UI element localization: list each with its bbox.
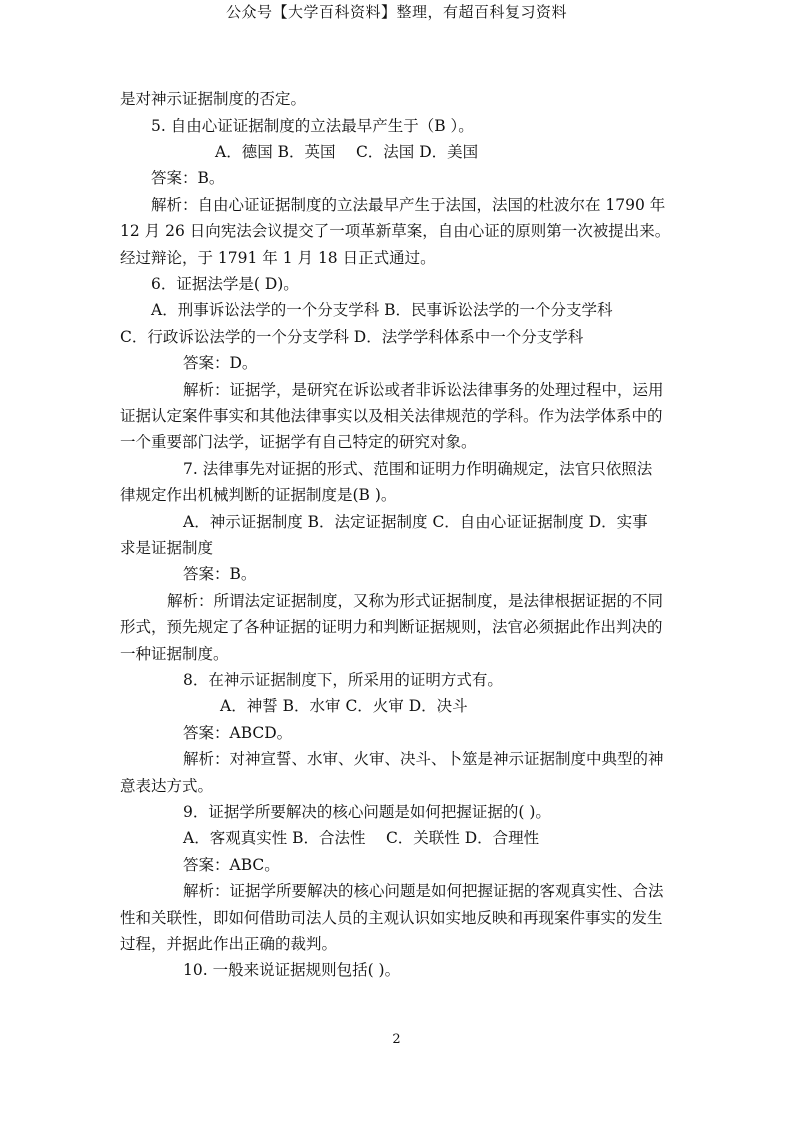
options-8: A．神誓 B．水审 C．火审 D．决斗	[220, 697, 468, 715]
text-line: 12 月 26 日向宪法会议提交了一项革新草案，自由心证的原则第一次被提出来。	[120, 222, 671, 240]
text-line: 意表达方式。	[120, 777, 214, 795]
text-line: 一种证据制度。	[120, 645, 229, 663]
question-10: 10. 一般来说证据规则包括( )。	[183, 961, 401, 979]
question-6: 6．证据法学是( D)。	[151, 275, 299, 293]
question-7: 7. 法律事先对证据的形式、范围和证明力作明确规定，法官只依照法	[183, 460, 653, 478]
text-line: 过程，并据此作出正确的裁判。	[120, 935, 338, 953]
answer-6: 答案：D。	[183, 354, 258, 372]
explanation-5: 解析：自由心证证据制度的立法最早产生于法国，法国的杜波尔在 1790 年	[151, 196, 666, 214]
answer-5: 答案：B。	[151, 169, 225, 187]
text-line: 是对神示证据制度的否定。	[120, 90, 307, 108]
options-6: A．刑事诉讼法学的一个分支学科 B．民事诉讼法学的一个分支学科	[151, 301, 613, 319]
options-9: A．客观真实性 B．合法性 C．关联性 D．合理性	[183, 829, 540, 847]
explanation-6: 解析：证据学，是研究在诉讼或者非诉讼法律事务的处理过程中，运用	[183, 381, 664, 399]
options-5: A．德国 B．英国 C．法国 D．美国	[215, 143, 479, 161]
page-number: 2	[392, 1032, 401, 1047]
text-line: 经过辩论，于 1791 年 1 月 18 日正式通过。	[120, 249, 436, 267]
explanation-9: 解析：证据学所要解决的核心问题是如何把握证据的客观真实性、合法	[183, 882, 664, 900]
text-line: 律规定作出机械判断的证据制度是(B )。	[120, 486, 397, 504]
options-7: A．神示证据制度 B．法定证据制度 C．自由心证证据制度 D．实事	[183, 513, 648, 531]
options-6: C．行政诉讼法学的一个分支学科 D．法学学科体系中一个分支学科	[120, 328, 584, 346]
page-header: 公众号【大学百科资料】整理，有超百科复习资料	[225, 3, 567, 21]
answer-7: 答案：B。	[183, 565, 257, 583]
text-line: 证据认定案件事实和其他法律事实以及相关法律规范的学科。作为法学体系中的	[120, 407, 663, 425]
question-5: 5. 自由心证证据制度的立法最早产生于（B ）。	[151, 117, 474, 135]
text-line: 性和关联性，即如何借助司法人员的主观认识如实地反映和再现案件事实的发生	[120, 909, 663, 927]
answer-8: 答案：ABCD。	[183, 724, 293, 742]
text-line: 形式，预先规定了各种证据的证明力和判断证据规则，法官必须据此作出判决的	[120, 618, 663, 636]
question-9: 9．证据学所要解决的核心问题是如何把握证据的( )。	[183, 803, 551, 821]
text-line: 一个重要部门法学，证据学有自己特定的研究对象。	[120, 433, 477, 451]
answer-9: 答案：ABC。	[183, 856, 280, 874]
explanation-8: 解析：对神宣誓、水审、火审、决斗、卜筮是神示证据制度中典型的神	[183, 750, 664, 768]
question-8: 8．在神示证据制度下，所采用的证明方式有。	[183, 671, 503, 689]
text-line: 求是证据制度	[120, 539, 214, 557]
explanation-7: 解析：所谓法定证据制度，又称为形式证据制度，是法律根据证据的不同	[167, 592, 664, 610]
